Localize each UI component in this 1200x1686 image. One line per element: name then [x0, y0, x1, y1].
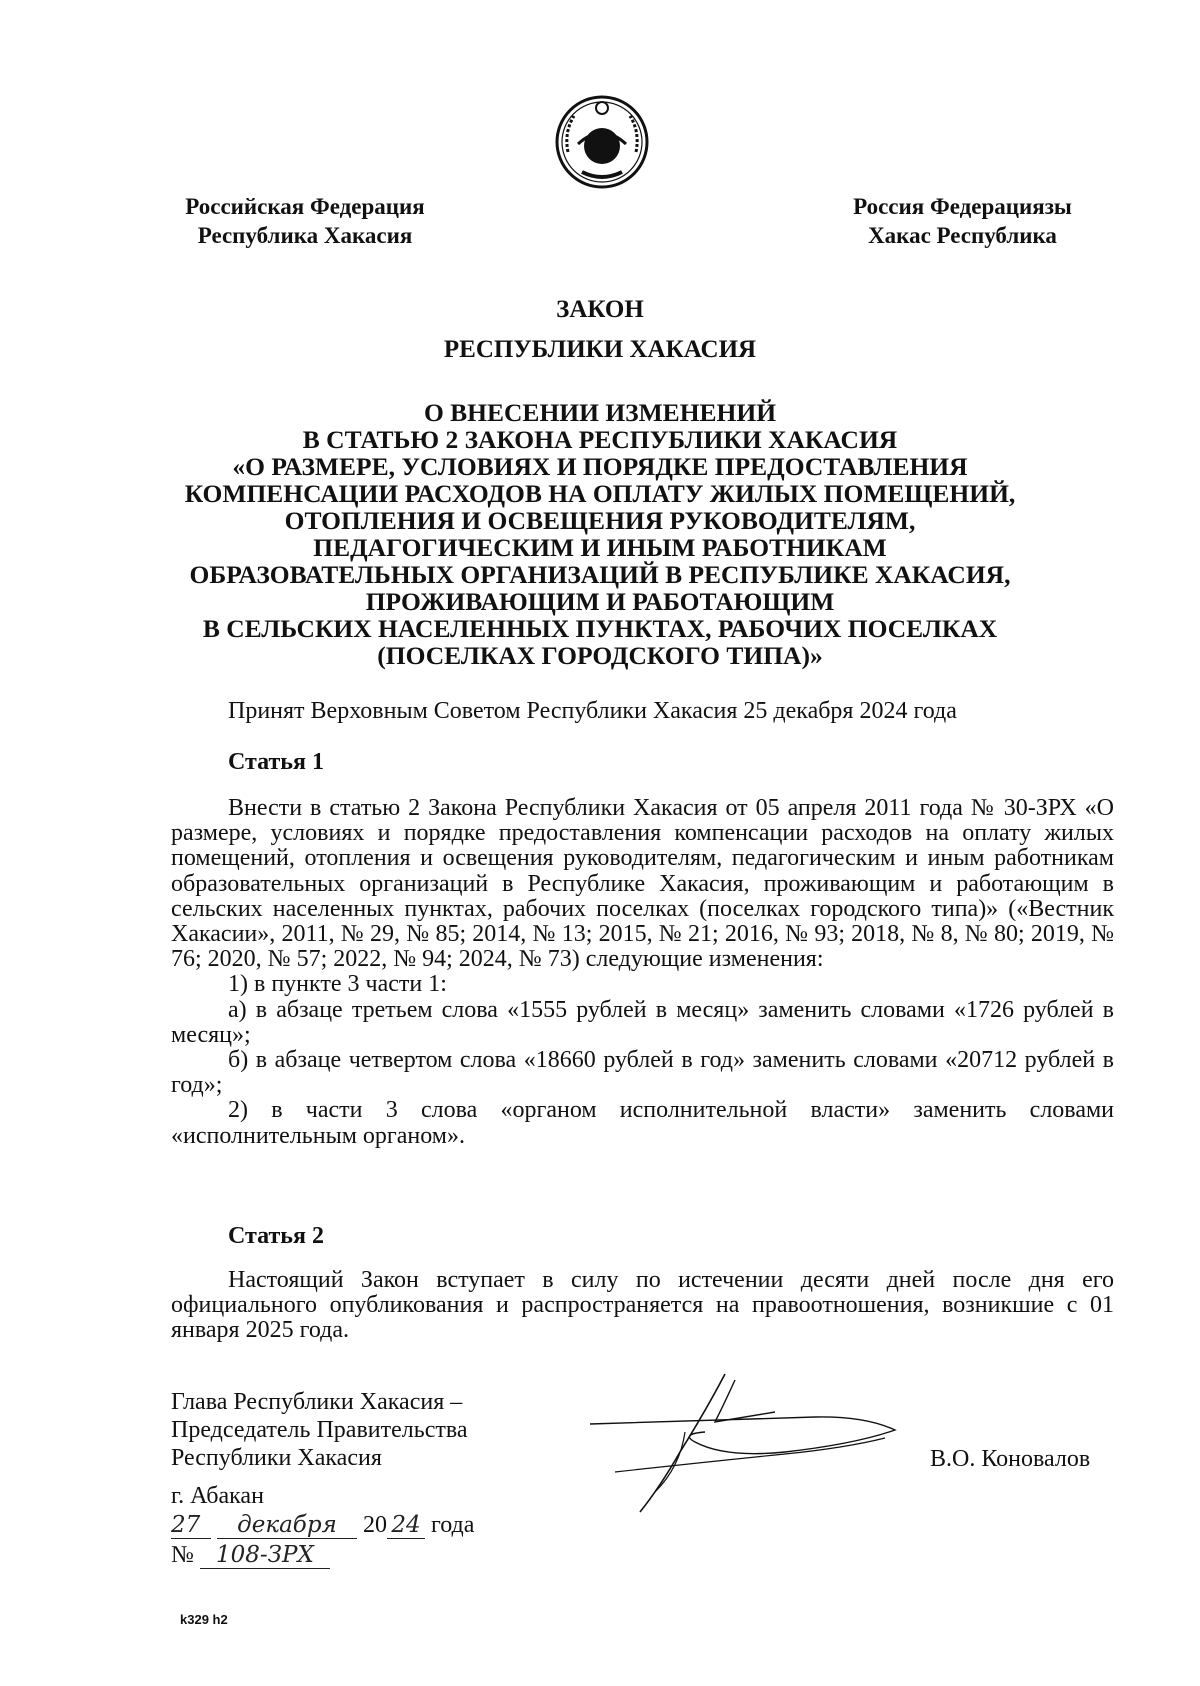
signer-position-line: Глава Республики Хакасия –: [171, 1389, 463, 1415]
law-title: ЗАКОН: [556, 296, 644, 323]
coat-of-arms-icon: [548, 92, 656, 192]
article-2-body: [171, 1268, 1114, 1344]
header-left-republic: Республика Хакасия: [197, 223, 413, 248]
header-left-country: Российская Федерация: [185, 194, 425, 219]
article-1-item-1: 1) в пункте 3 части 1:: [228, 971, 447, 998]
subject-line: ПЕДАГОГИЧЕСКИМ И ИНЫМ РАБОТНИКАМ: [313, 533, 887, 562]
date-month: декабря: [217, 1512, 357, 1539]
law-subject: [130, 399, 1070, 669]
article-1-item-1b: б) в абзаце четвертом слова «18660 рублей в год» заменить словами «20712 рублей в год»;: [171, 1047, 1114, 1099]
law-title-republic: РЕСПУБЛИКИ ХАКАСИЯ: [443, 336, 757, 363]
signer-position: [171, 1388, 468, 1472]
signer-position-line: Председатель Правительства: [171, 1417, 468, 1443]
signing-date: [171, 1512, 474, 1539]
article-1-intro: Внести в статью 2 Закона Республики Хакасия от 05 апреля 2011 года № 30-ЗРХ «О размере, условиях и порядке предоставления компенсации расходов на оплату жилых помещений, отопления и освещения руководителям, педагогическим и иным работникам образовательных организаций в Республике Хакасия, проживающим и работающим в сельских населенных пунктах, рабочих поселках (поселках городского типа)» («Вестник Хакасии», 2011, № 29, № 85; 2014, № 13; 2015, № 21; 2016, № 93; 2018, № 8, № 80; 2019, № 76; 2020, № 57; 2022, № 94; 2024, № 73) следующие изменения:: [171, 795, 1114, 973]
document-code: k329 h2: [180, 1612, 228, 1627]
adoption-note: Принят Верховным Советом Республики Хакасия 25 декабря 2024 года: [228, 698, 957, 724]
law-number: [171, 1542, 330, 1569]
number-label: №: [171, 1542, 194, 1568]
subject-line: (ПОСЕЛКАХ ГОРОДСКОГО ТИПА)»: [377, 641, 823, 670]
article-2-text: Настоящий Закон вступает в силу по истечении десяти дней после дня его официального опубликования и распространяется на правоотношения, возникшие с 01 января 2025 года.: [171, 1267, 1114, 1344]
subject-line: В СЕЛЬСКИХ НАСЕЛЕННЫХ ПУНКТАХ, РАБОЧИХ ПОСЕЛКАХ: [202, 614, 998, 643]
article-2-heading: Статья 2: [228, 1223, 324, 1249]
date-word: года: [431, 1512, 475, 1538]
article-1-heading: Статья 1: [228, 749, 324, 775]
article-1-item-1a: а) в абзаце третьем слова «1555 рублей в месяц» заменить словами «1726 рублей в месяц»;: [171, 996, 1114, 1048]
header-right-country: Россия Федерациязы: [853, 194, 1072, 219]
subject-line: ОТОПЛЕНИЯ И ОСВЕЩЕНИЯ РУКОВОДИТЕЛЯМ,: [284, 506, 916, 535]
article-1-body: [171, 796, 1114, 1149]
date-year-suffix: 24: [387, 1512, 425, 1539]
number-value: 108-ЗРХ: [200, 1542, 330, 1569]
signer-name: В.О. Коновалов: [930, 1446, 1091, 1472]
place-of-signing: г. Абакан: [171, 1483, 264, 1509]
subject-line: КОМПЕНСАЦИИ РАСХОДОВ НА ОПЛАТУ ЖИЛЫХ ПОМЕЩЕНИЙ,: [184, 479, 1016, 508]
subject-line: «О РАЗМЕРЕ, УСЛОВИЯХ И ПОРЯДКЕ ПРЕДОСТАВЛЕНИЯ: [232, 452, 968, 481]
signer-position-line: Республики Хакасия: [171, 1445, 382, 1471]
header-right-republic: Хакас Республика: [868, 223, 1057, 248]
subject-line: ОБРАЗОВАТЕЛЬНЫХ ОРГАНИЗАЦИЙ В РЕСПУБЛИКЕ ХАКАСИЯ,: [189, 560, 1011, 589]
date-day: 27: [171, 1512, 211, 1539]
subject-line: В СТАТЬЮ 2 ЗАКОНА РЕСПУБЛИКИ ХАКАСИЯ: [302, 425, 898, 454]
date-year-prefix: 20: [363, 1512, 387, 1538]
handwritten-signature: [585, 1372, 905, 1522]
header-left: [170, 192, 440, 250]
subject-line: ПРОЖИВАЮЩИМ И РАБОТАЮЩИМ: [365, 587, 835, 616]
article-1-item-2: 2) в части 3 слова «органом исполнительной власти» заменить словами «исполнительным органом».: [171, 1097, 1114, 1149]
subject-line: О ВНЕСЕНИИ ИЗМЕНЕНИЙ: [423, 398, 777, 427]
header-right: [835, 192, 1090, 250]
